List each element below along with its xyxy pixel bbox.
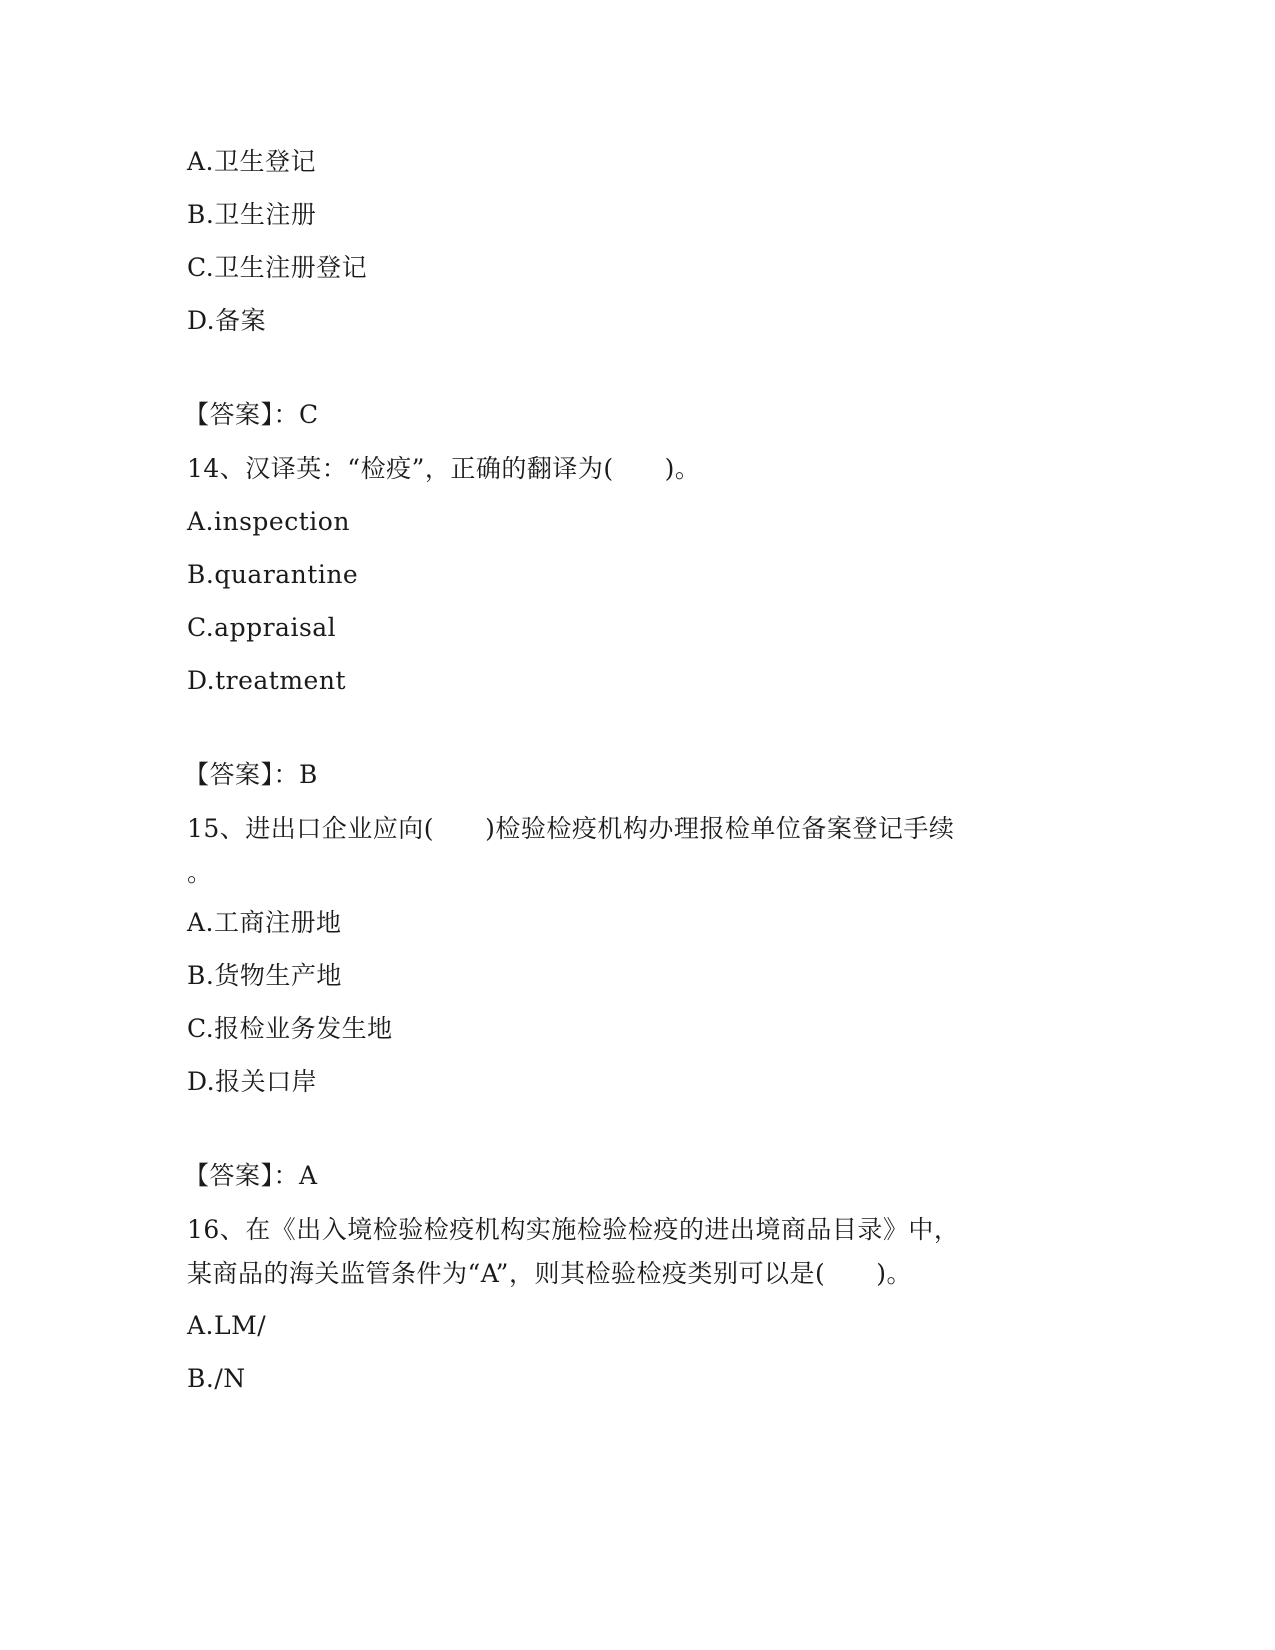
question-q14-line-1: 14、汉译英：“检疫”，正确的翻译为( )。 bbox=[187, 454, 701, 483]
option-q16-a: A.LM/ bbox=[187, 1311, 267, 1340]
answer-q13: 【答案】：C bbox=[184, 400, 319, 429]
option-q14-a: A.inspection bbox=[187, 507, 350, 536]
option-q14-b: B.quarantine bbox=[187, 560, 359, 589]
question-q15-line-2: 。 bbox=[187, 858, 213, 887]
option-q13-a: A.卫生登记 bbox=[187, 147, 317, 176]
option-q16-b: B./N bbox=[187, 1364, 246, 1393]
option-q13-c: C.卫生注册登记 bbox=[187, 253, 368, 282]
question-q16-line-2: 某商品的海关监管条件为“A”，则其检验检疫类别可以是( )。 bbox=[187, 1259, 912, 1288]
option-q15-b: B.货物生产地 bbox=[187, 961, 342, 990]
option-q14-d: D.treatment bbox=[187, 666, 346, 695]
answer-q15: 【答案】：A bbox=[184, 1161, 318, 1190]
option-q15-d: D.报关口岸 bbox=[187, 1067, 318, 1096]
answer-q14: 【答案】：B bbox=[184, 760, 318, 789]
option-q13-b: B.卫生注册 bbox=[187, 200, 317, 229]
question-q15-line-1: 15、进出口企业应向( )检验检疫机构办理报检单位备案登记手续 bbox=[187, 814, 955, 843]
option-q15-c: C.报检业务发生地 bbox=[187, 1014, 393, 1043]
option-q14-c: C.appraisal bbox=[187, 613, 337, 642]
question-q16-line-1: 16、在《出入境检验检疫机构实施检验检疫的进出境商品目录》中， bbox=[187, 1215, 960, 1244]
option-q13-d: D.备案 bbox=[187, 306, 267, 335]
option-q15-a: A.工商注册地 bbox=[187, 908, 342, 937]
